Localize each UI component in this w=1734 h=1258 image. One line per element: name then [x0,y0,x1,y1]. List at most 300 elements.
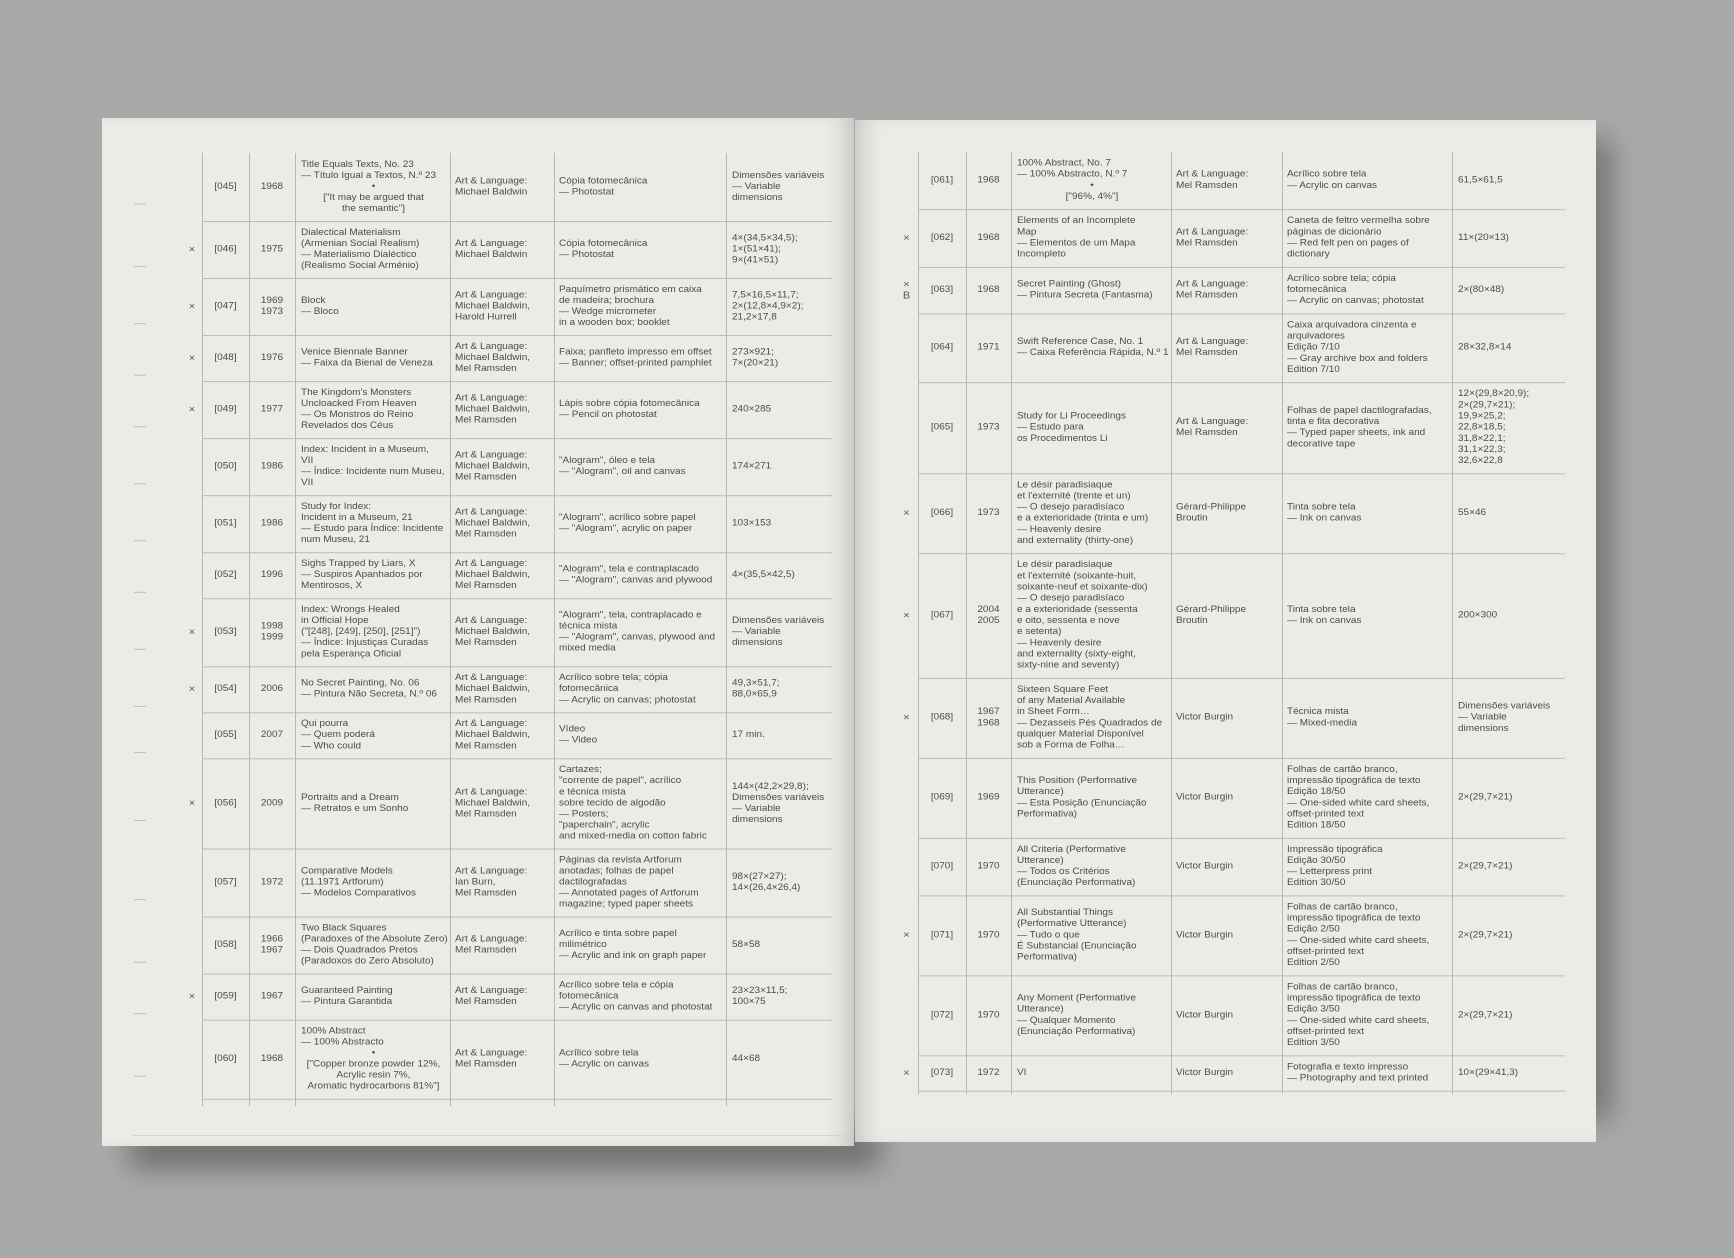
reservation-mark: × [188,683,196,695]
medium-line: — Typed paper sheets, ink and [1287,427,1426,438]
dimensions-line: Dimensões variáveis [1458,701,1551,712]
medium-line: Edition 7/10 [1287,364,1340,375]
work-title [301,227,446,271]
artist [455,342,551,375]
table-row [102,438,854,495]
medium-line: "Alogram", óleo e tela [559,455,656,466]
dimensions [732,872,830,894]
work-title-line: Sixteen Square Feet [1017,684,1109,695]
artist-line: Art & Language: [1176,278,1249,290]
year-line: 1972 [260,877,284,888]
work-title-line: (Enunciação Performativa) [1017,1026,1136,1037]
work-title-line: Utterance) [1017,1004,1064,1015]
medium-line: arquivadores [1287,331,1345,342]
catalogue-number: [065] [930,422,954,433]
catalogue-number: [067] [930,610,954,621]
work-title-line: Qui pourra [301,718,349,729]
dimensions [1458,233,1563,244]
artist-line: Michael Baldwin, [455,352,531,363]
medium-line: Acrílico sobre tela [1287,169,1367,180]
medium-line: Edição 3/50 [1287,1004,1340,1015]
reservation-mark: × [903,929,910,942]
dimensions-line: 14×(26,4×26,4) [732,882,801,893]
dimensions-line: 17 min. [732,729,765,740]
year-line: 1970 [977,1009,1000,1021]
year-line: 2009 [260,797,284,809]
artist-line: Art & Language: [1176,336,1249,347]
medium [1287,320,1449,376]
row-divider [202,1099,832,1100]
dimensions-line: dimensions [1458,723,1509,734]
work-title-line: — Pintura Garantida [301,996,393,1007]
work-title [1017,337,1167,359]
dimensions-line: 2×(29,7×21) [1458,1009,1513,1021]
dimensions-line: 4×(34,5×34,5); [732,233,798,244]
artist-line: Mel Ramsden [1176,347,1238,359]
medium-line: "Alogram", tela, contraplacado e [559,610,702,621]
work-title [301,678,446,700]
margin-tick [134,540,146,541]
reservation-mark: × [903,610,910,622]
artist-line: Art & Language: [1176,169,1249,180]
year-line: 1968 [977,717,1000,729]
work-title-line: — Heavenly desire [1017,524,1102,535]
margin-tick [134,323,146,324]
medium-line: — Acrylic on canvas; photostat [1287,295,1424,306]
dimensions [732,170,830,203]
work-title-line: Incompleto [1017,249,1066,260]
work-title [301,866,446,899]
work-title-line: — O desejo paradisíaco [1017,593,1125,604]
medium [1287,844,1449,889]
year-line: 1967 [260,945,284,956]
medium-line: Cartazes; [559,764,602,775]
artist-line: Art & Language: [1176,416,1249,427]
medium-line: — Acrylic on canvas; photostat [559,694,696,706]
work-title [1017,560,1167,672]
work-title-line: Guaranteed Painting [301,985,393,996]
work-title-line: — Elementos de um Mapa [1017,238,1136,249]
margin-tick [134,962,146,963]
work-title-line: É Substancial (Enunciação [1017,941,1137,952]
artist-line: Mel Ramsden [455,740,517,752]
work-title-line: — Todos os Critérios [1017,866,1110,877]
artist-line: Art & Language: [455,1048,528,1059]
catalogue-number: [048] [214,352,237,363]
dimensions-line: — Variable [732,626,781,637]
work-title-line: Any Moment (Performative [1017,993,1136,1004]
work-title-line: Dialectical Materialism [301,227,401,238]
margin-tick [134,899,146,900]
year-line: 1975 [260,244,284,255]
dimensions [732,781,830,825]
work-title-line: 100% Abstract [301,1026,366,1037]
work-title-line: Index: Incident in a Museum, [301,444,429,455]
margin-tick [134,1013,146,1014]
dimensions-line: 32,6×22,8 [1458,455,1503,466]
year-line: 2007 [260,729,284,740]
year-line: 1996 [260,569,284,580]
dimensions [732,616,830,649]
artist [455,239,551,261]
medium-line: técnica mista [559,621,618,632]
year [253,244,291,255]
medium [1287,982,1449,1049]
artist [455,616,551,649]
artist [1176,604,1279,626]
work-title-line: and externality (sixty-eight, [1017,649,1136,660]
medium-line: de madeira; brochura [559,295,655,306]
artist [455,934,551,956]
artist-line: Michael Baldwin, [455,301,531,312]
work-title-line: The Kingdom's Monsters [301,387,412,398]
medium-line: sobre tecido de algodão [559,797,666,809]
artist-line: Art & Language: [455,558,528,569]
dimensions-line: 174×271 [732,461,772,472]
dimensions-line: 19,9×25,2; [1458,411,1506,422]
dimensions-line: 61,5×61,5 [1458,174,1503,186]
dimensions [1458,610,1563,621]
medium-line: Edition 3/50 [1287,1037,1340,1048]
year-line: 1973 [977,422,1000,433]
work-title-line: Portraits and a Dream [301,792,399,803]
medium-line: Técnica mista [1287,706,1349,717]
dimensions [1458,508,1563,519]
dimensions-line: dimensions [732,637,783,648]
reservation-mark: × [903,507,910,519]
dimensions-line: 7,5×16,5×11,7; [732,290,799,301]
medium-line: Edition 18/50 [1287,820,1346,831]
medium-line: offset-printed text [1287,808,1365,820]
reservation-mark: × [188,797,196,809]
artist-line: Mel Ramsden [1176,427,1238,438]
artist-line: Gérard-Philippe [1176,604,1247,615]
work-title [301,347,446,369]
medium-line: — Acrylic on canvas [1287,180,1378,191]
year-line: 1998 [260,621,284,632]
year [253,353,291,364]
year [970,508,1007,519]
catalogue-number: [055] [214,729,237,740]
work-title-line: et l'externité (soixante-huit, [1017,570,1137,582]
catalogue-number: [068] [930,712,954,723]
work-title-line: Map [1017,226,1037,238]
artist [455,719,551,752]
year [970,285,1007,296]
medium-line: — Ink on canvas [1287,615,1362,626]
catalogue-number: [050] [214,461,237,472]
artist-line: Art & Language: [455,238,528,249]
dimensions-line: 7×(20×21) [732,358,779,369]
work-title-line: — Heavenly desire [1017,637,1102,649]
work-title-line: (Paradoxos do Zero Absoluto) [301,956,434,967]
medium-line: dictionary [1287,249,1330,260]
artist-line: Michael Baldwin, [455,729,531,740]
artist [455,559,551,592]
medium [559,610,723,654]
dimensions-line: 58×58 [732,939,761,950]
dimensions [1458,389,1563,467]
work-title-line: — Faixa da Bienal de Veneza [301,358,433,369]
artist-line: Mel Ramsden [455,996,517,1007]
dimensions-line: 9×(41×51) [732,255,779,266]
work-title-line: — Qualquer Momento [1017,1015,1116,1026]
medium-line: anotadas; folhas de papel [559,866,674,877]
medium-line: — Photostat [559,187,615,198]
dimensions [1458,1010,1563,1021]
medium-line: Edição 7/10 [1287,342,1340,353]
artist-line: Mel Ramsden [455,363,517,374]
medium-line: milimétrico [559,939,607,950]
dimensions-line: 144×(42,2×29,8); [732,781,809,792]
margin-tick [134,820,146,821]
table-row [102,335,854,381]
artist-line: Art & Language: [455,866,528,877]
year-line: 1999 [260,632,284,643]
dimensions-line: 1×(51×41); [732,244,781,255]
work-title-line: sob a Forma de Folha… [1017,740,1125,751]
artist-line: Michael Baldwin, [455,626,531,637]
medium-line: impressão tipográfica de texto [1287,913,1421,924]
table-row [102,495,854,552]
work-title-line: (Enunciação Performativa) [1017,877,1136,889]
artist-line: Art & Language: [455,672,528,683]
medium-line: Acrílico sobre tela [559,1048,639,1059]
year-line: 1968 [260,181,284,192]
work-title-line: Performativa) [1017,952,1078,963]
dimensions [1458,930,1563,941]
work-title-line: of any Material Available [1017,695,1126,706]
work-title [1017,279,1167,301]
artist [455,986,551,1008]
catalogue-number: [054] [214,683,237,694]
medium [559,285,723,329]
dimensions-line: — Variable [732,803,781,814]
work-title-line: — Os Monstros do Reino [301,409,414,420]
year-line: 1968 [977,284,1000,295]
work-title-line: — Quem poderá [301,729,375,740]
dimensions-line: 4×(35,5×42,5) [732,569,795,580]
artist [1176,1010,1279,1021]
year-line: 1972 [977,1067,1000,1078]
medium-line: Caixa arquivadora cinzenta e [1287,319,1417,331]
year [253,296,291,318]
dimensions [1458,1067,1563,1078]
reservation-mark: × [188,352,196,364]
dimensions [1458,861,1563,872]
medium-line: — Video [559,735,598,746]
table-row [102,666,854,712]
dimensions-line: 2×(29,7×21) [1458,861,1513,872]
catalogue-number: [047] [214,301,237,312]
artist-line: Art & Language: [455,718,528,729]
margin-tick [134,1076,146,1077]
year [970,422,1007,433]
dimensions-line: Dimensões variáveis [732,170,825,181]
medium-line: — Acrylic on canvas [559,1059,650,1070]
work-title-line: ("[248], [249], [250], [251]") [301,626,421,637]
reservation-mark: × B [902,278,911,302]
artist [455,507,551,540]
catalogue-number: [070] [930,861,954,872]
work-title-line: the semantic"] [341,203,406,214]
artist-line: Victor Burgin [1176,929,1234,941]
work-title-line: — Suspiros Apanhados por [301,569,423,580]
work-title [301,296,446,318]
medium-line: Acrílico sobre tela; cópia [559,672,668,683]
medium-line: Edição 18/50 [1287,786,1346,797]
year [970,707,1007,729]
artist-line: Mel Ramsden [1176,180,1238,191]
year-line: 1968 [977,232,1000,243]
artist [455,290,551,323]
medium [559,1048,723,1070]
medium-line: fotomecânica [559,991,619,1002]
dimensions [732,1054,830,1065]
artist-line: Michael Baldwin, [455,683,531,694]
year [970,233,1007,244]
left-catalogue-table [102,118,854,1092]
work-title-line: This Position (Performative [1017,775,1138,786]
year [970,1067,1007,1078]
work-title-line: Two Black Squares [301,923,387,934]
column-divider [1011,152,1012,1095]
artist-line: Art & Language: [455,985,528,996]
work-title [1017,908,1167,964]
medium-line: impressão tipográfica de texto [1287,993,1421,1004]
work-title-line: Aromatic hydrocarbons 81%"] [307,1081,440,1092]
dimensions-line: — Variable [732,181,781,192]
work-title [1017,411,1167,444]
medium [559,980,723,1013]
work-title-line: — Who could [301,740,362,752]
work-title-line: — Caixa Referência Rápida, N.º 1 [1017,347,1169,359]
reservation-mark: × [188,991,196,1003]
work-title-line: Comparative Models [301,866,393,877]
medium [1287,764,1449,831]
medium-line: Tinta sobre tela [1287,502,1356,513]
medium [559,399,723,421]
year-line: 1973 [977,507,1000,518]
dimensions [732,678,830,700]
artist-line: Art & Language: [455,175,528,187]
year [253,181,291,192]
medium-line: in a wooden box; booklet [559,317,670,328]
work-title-line: — Esta Posição (Enunciação [1017,797,1147,809]
work-title-line: Index: Wrongs Healed [301,604,400,615]
medium-line: Cópia fotomecânica [559,175,648,187]
catalogue-number: [051] [214,518,237,529]
medium-line: — "Alogram", canvas, plywood and [559,632,716,643]
work-title-line: • [1090,180,1094,191]
reservation-mark: × [188,404,196,416]
work-title-line: (Performative Utterance) [1017,918,1127,929]
catalogue-number: [045] [214,181,237,192]
year-line: 1971 [977,342,1000,353]
catalogue-number: [061] [930,174,954,186]
medium-line: — One-sided white card sheets, [1287,1015,1430,1026]
artist [455,1048,551,1070]
medium-line: and mixed-media on cotton fabric [559,831,707,842]
reservation-mark: × [903,712,910,724]
work-title [301,388,446,432]
catalogue-number: [073] [930,1067,954,1078]
work-title-line: et l'externité (trente et un) [1017,490,1131,502]
year [253,518,291,529]
dimensions-line: dimensions [732,814,783,825]
work-title-line: Block [301,295,326,306]
dimensions-line: 23×23×11,5; [732,985,788,996]
work-title [301,559,446,592]
work-title-line: Secret Painting (Ghost) [1017,278,1121,290]
medium-line: Folhas de cartão branco, [1287,901,1398,913]
dimensions-line: 22,8×18,5; [1458,422,1506,433]
column-divider [726,153,727,1106]
column-divider [249,153,250,1106]
artist [1176,227,1279,249]
artist [1176,502,1279,524]
reservation-mark: × [903,1067,910,1079]
dimensions-line: 2×(12,8×4,9×2); [732,301,804,312]
work-title [1017,776,1167,821]
table-row [102,598,854,666]
column-divider [1171,152,1172,1095]
work-title-line: and externality (thirty-one) [1017,535,1134,546]
medium-line: — Annotated pages of Artforum [559,888,699,899]
medium [1287,405,1449,450]
work-title-line: • [371,1048,376,1059]
medium-line: Edição 30/50 [1287,855,1346,866]
work-title [301,1026,446,1092]
artist [1176,417,1279,439]
work-title-line: Uncloacked From Heaven [301,398,417,409]
work-title-line: soixante-neuf et soixante-dix) [1017,582,1148,593]
dimensions-line: 31,1×22,3; [1458,444,1506,455]
medium-line: mixed media [559,643,616,654]
artist [455,866,551,899]
year [253,621,291,643]
medium-line: Faixa; panfleto impresso em offset [559,347,712,358]
reservation-mark: × [903,232,910,244]
dimensions [732,986,830,1008]
dimensions-line: 98×(27×27); [732,871,787,882]
right-page [855,120,1596,1142]
year [253,934,291,956]
artist-line: Mel Ramsden [455,529,517,540]
margin-tick [134,204,146,205]
artist-line: Michael Baldwin, [455,518,531,529]
artist-line: Mel Ramsden [1176,290,1238,301]
artist [1176,930,1279,941]
work-title-line: — Modelos Comparativos [301,888,417,899]
work-title-line: VI [1017,1067,1027,1078]
work-title-line: (Paradoxes of the Absolute Zero) [301,934,448,945]
year [253,684,291,695]
table-row [102,381,854,438]
work-title-line: Study for Index: [301,501,372,512]
medium-line: Cópia fotomecânica [559,238,648,249]
medium-line: — Acrylic on canvas and photostat [559,1002,713,1013]
year [970,342,1007,353]
year [970,792,1007,803]
work-title-line: ["It may be argued that [323,192,424,203]
dimensions-line: 2×(29,7×21) [1458,929,1513,941]
work-title-line: — Índice: Injustiças Curadas [301,637,429,648]
column-divider [450,153,451,1106]
work-title-line: — Dois Quadrados Pretos [301,945,418,956]
margin-tick [134,375,146,376]
table-row [102,1020,854,1099]
